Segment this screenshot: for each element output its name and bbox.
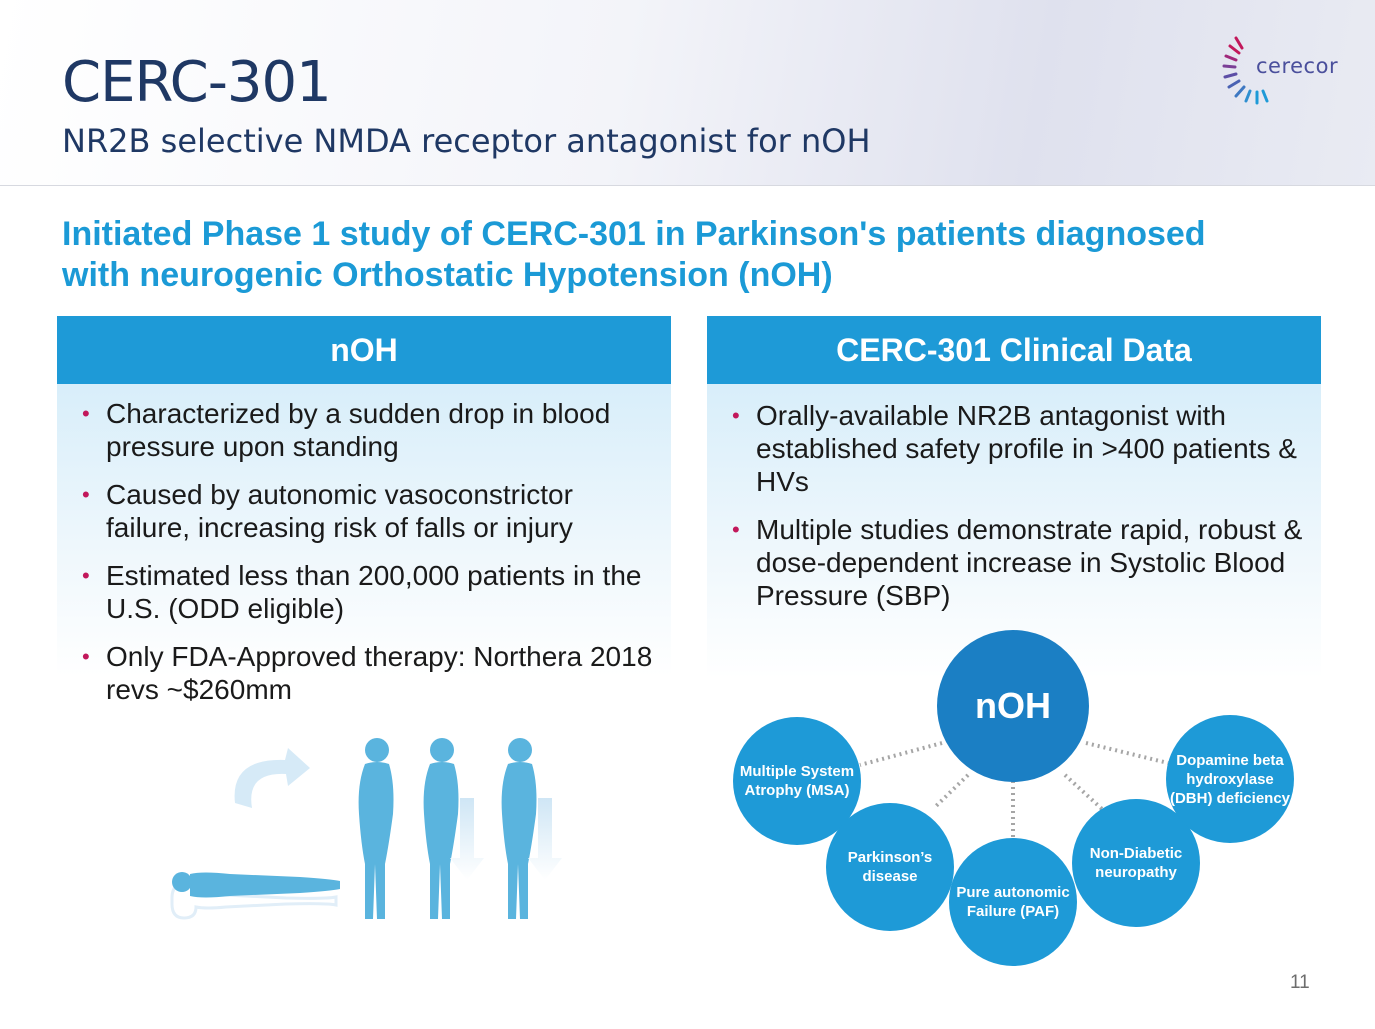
bullet-text: Orally-available NR2B antagonist with established safety profile in >400 patients & HVs (756, 400, 1297, 497)
bullet-text: Estimated less than 200,000 patients in the U.S. (ODD eligible) (106, 560, 642, 624)
diagram-node-msa: Multiple System Atrophy (MSA) (733, 717, 861, 845)
bullet-text: Multiple studies demonstrate rapid, robust & dose-dependent increase in Systolic Blood Pressure (SBP) (756, 514, 1303, 611)
noh-bullet-list (79, 397, 659, 721)
list-item (729, 513, 1309, 612)
bullet-icon: • (82, 563, 90, 588)
curved-arrow-icon (235, 748, 310, 808)
list-item (79, 397, 659, 463)
lying-person-icon (172, 872, 340, 898)
logo-text: cerecor (1256, 54, 1339, 78)
bullet-icon: • (82, 482, 90, 507)
diagram-node-neuropathy: Non-Diabetic neuropathy (1072, 799, 1200, 927)
page-title: CERC-301 (62, 50, 331, 115)
standing-person-icon (502, 738, 537, 919)
diagram-node-parkinsons: Parkinson’s disease (826, 803, 954, 931)
noh-causes-diagram (720, 625, 1320, 970)
standing-posture-illustration (160, 728, 580, 928)
bullet-text: Characterized by a sudden drop in blood pressure upon standing (106, 398, 611, 462)
standing-person-icon (359, 738, 394, 919)
list-item (79, 640, 659, 706)
bullet-icon: • (82, 644, 90, 669)
list-item (79, 478, 659, 544)
page-subtitle: NR2B selective NMDA receptor antagonist for nOH (62, 122, 871, 160)
bullet-icon: • (82, 401, 90, 426)
diagram-node-paf: Pure autonomic Failure (PAF) (949, 838, 1077, 966)
list-item (729, 399, 1309, 498)
clinical-data-panel (707, 316, 1321, 678)
bullet-text: Caused by autonomic vasoconstrictor failure, increasing risk of falls or injury (106, 479, 573, 543)
bullet-icon: • (732, 403, 740, 428)
headline: Initiated Phase 1 study of CERC-301 in Parkinson's patients diagnosed with neurogenic Orthostatic Hypotension (nOH) (62, 215, 1206, 294)
list-item (79, 559, 659, 625)
diagram-node-dbh: Dopamine beta hydroxylase (DBH) deficiency (1166, 715, 1294, 843)
diagram-node-center: nOH (937, 630, 1089, 782)
noh-panel (57, 316, 671, 705)
clinical-bullet-list (729, 399, 1309, 627)
bullet-text: Only FDA-Approved therapy: Northera 2018 revs ~$260mm (106, 641, 653, 705)
panel-header: CERC-301 Clinical Data (707, 316, 1321, 386)
posture-figures-icon (160, 728, 580, 928)
page-number: 11 (1290, 972, 1310, 993)
standing-person-icon (424, 738, 459, 919)
bullet-icon: • (732, 517, 740, 542)
panel-header: nOH (57, 316, 671, 384)
